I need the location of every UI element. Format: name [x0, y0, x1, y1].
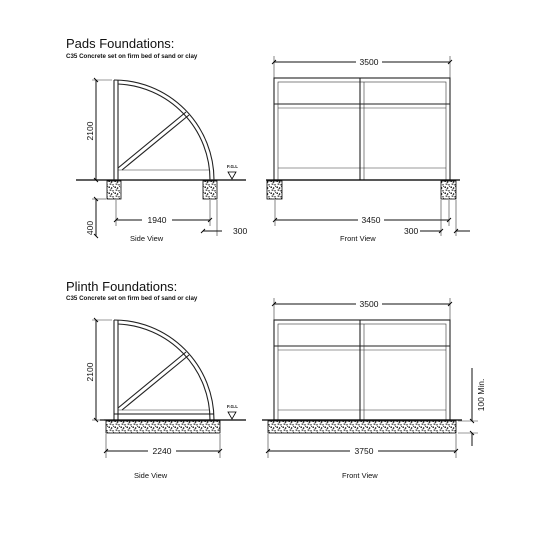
pads-side-caption: Side View — [130, 234, 164, 243]
plinth-front-width-dim: 3500 — [359, 299, 379, 309]
pads-side-rear-pad — [107, 181, 121, 199]
pads-side-pad-dim: 300 — [233, 226, 248, 236]
pads-front-left-pad — [267, 181, 282, 199]
plinth-front-slab — [268, 421, 456, 433]
plinth-side-height-dim: 2100 — [85, 362, 95, 382]
plinth-side-caption: Side View — [134, 471, 168, 480]
plinth-front-min-depth-dim: 100 Min. — [476, 378, 486, 412]
fgl-marker-icon — [228, 172, 236, 179]
pads-front-inner-dim: 3450 — [361, 215, 381, 225]
plinth-fgl-label: F.G.L — [227, 404, 238, 409]
plinth-note: C35 Concrete set on firm bed of sand or clay — [66, 295, 198, 302]
pads-front-right-pad — [441, 181, 456, 199]
plinth-front-caption: Front View — [342, 471, 378, 480]
pads-side-depth-dim: 400 — [85, 220, 95, 236]
pads-side-width-dim: 1940 — [147, 215, 167, 225]
pads-title: Pads Foundations: — [66, 36, 175, 51]
pads-front-pad-dim: 300 — [404, 226, 419, 236]
fgl-marker-icon — [228, 412, 236, 419]
plinth-side-width-dim: 2240 — [152, 446, 172, 456]
pads-fgl-label: F.G.L — [227, 164, 238, 169]
plinth-front-view — [262, 298, 486, 480]
pads-front-width-dim: 3500 — [359, 57, 379, 67]
pads-front-view — [266, 56, 470, 243]
plinth-side-view — [85, 320, 246, 480]
plinth-front-overall-dim: 3750 — [354, 446, 374, 456]
pads-side-view — [76, 80, 247, 243]
pads-front-caption: Front View — [340, 234, 376, 243]
pads-side-height-dim: 2100 — [85, 121, 95, 141]
plinth-side-slab — [106, 421, 220, 433]
plinth-title: Plinth Foundations: — [66, 279, 178, 294]
pads-note: C35 Concrete set on firm bed of sand or clay — [66, 53, 198, 60]
pads-side-front-pad — [203, 181, 217, 199]
